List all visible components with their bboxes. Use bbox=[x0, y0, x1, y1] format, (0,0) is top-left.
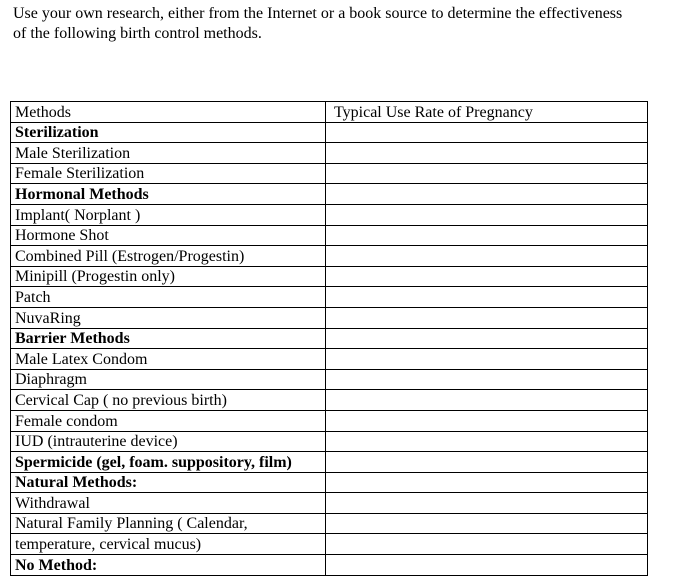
rate-cell[interactable] bbox=[326, 163, 648, 184]
instructions-line-2: of the following birth control methods. bbox=[13, 25, 262, 42]
method-cell: Male Sterilization bbox=[11, 143, 326, 164]
table-row bbox=[11, 369, 648, 390]
rate-cell[interactable] bbox=[326, 513, 648, 534]
method-cell: Female condom bbox=[11, 410, 326, 431]
table-row bbox=[11, 534, 648, 555]
table-row bbox=[11, 307, 648, 328]
method-cell: Natural Methods: bbox=[11, 472, 326, 493]
table-row bbox=[11, 225, 648, 246]
table-row bbox=[11, 513, 648, 534]
rate-cell[interactable] bbox=[326, 555, 648, 576]
method-cell: Hormone Shot bbox=[11, 225, 326, 246]
table-row bbox=[11, 204, 648, 225]
method-cell: Spermicide (gel, foam. suppository, film) bbox=[11, 452, 326, 473]
table-row bbox=[11, 452, 648, 473]
method-cell: NuvaRing bbox=[11, 307, 326, 328]
rate-cell[interactable] bbox=[326, 431, 648, 452]
rate-cell[interactable] bbox=[326, 287, 648, 308]
rate-cell[interactable] bbox=[326, 143, 648, 164]
rate-cell[interactable] bbox=[326, 493, 648, 514]
table-row bbox=[11, 472, 648, 493]
rate-cell[interactable] bbox=[326, 410, 648, 431]
method-cell: Combined Pill (Estrogen/Progestin) bbox=[11, 246, 326, 267]
header-row bbox=[11, 102, 648, 123]
table-row bbox=[11, 246, 648, 267]
rate-cell[interactable] bbox=[326, 225, 648, 246]
method-cell: Implant( Norplant ) bbox=[11, 204, 326, 225]
method-cell: Male Latex Condom bbox=[11, 349, 326, 370]
method-cell: Cervical Cap ( no previous birth) bbox=[11, 390, 326, 411]
rate-cell[interactable] bbox=[326, 246, 648, 267]
rate-cell[interactable] bbox=[326, 452, 648, 473]
rate-cell[interactable] bbox=[326, 390, 648, 411]
methods-header: Methods bbox=[11, 102, 326, 123]
method-cell: Female Sterilization bbox=[11, 163, 326, 184]
rate-cell[interactable] bbox=[326, 369, 648, 390]
table-row bbox=[11, 555, 648, 576]
method-cell: Natural Family Planning ( Calendar, bbox=[11, 513, 326, 534]
table-row bbox=[11, 163, 648, 184]
rate-cell[interactable] bbox=[326, 472, 648, 493]
rate-cell[interactable] bbox=[326, 534, 648, 555]
table-row bbox=[11, 328, 648, 349]
table-row bbox=[11, 493, 648, 514]
method-cell: Diaphragm bbox=[11, 369, 326, 390]
rate-cell[interactable] bbox=[326, 122, 648, 143]
table-row bbox=[11, 184, 648, 205]
method-cell: No Method: bbox=[11, 555, 326, 576]
rate-cell[interactable] bbox=[326, 307, 648, 328]
rate-cell[interactable] bbox=[326, 349, 648, 370]
table-row bbox=[11, 410, 648, 431]
table-row bbox=[11, 143, 648, 164]
table-row bbox=[11, 266, 648, 287]
method-cell: temperature, cervical mucus) bbox=[11, 534, 326, 555]
instructions-text bbox=[13, 4, 679, 44]
method-cell: Barrier Methods bbox=[11, 328, 326, 349]
method-cell: Patch bbox=[11, 287, 326, 308]
table-row bbox=[11, 431, 648, 452]
birth-control-table bbox=[10, 101, 648, 576]
method-cell: IUD (intrauterine device) bbox=[11, 431, 326, 452]
table-row bbox=[11, 390, 648, 411]
rate-cell[interactable] bbox=[326, 204, 648, 225]
method-cell: Hormonal Methods bbox=[11, 184, 326, 205]
rate-cell[interactable] bbox=[326, 328, 648, 349]
rate-cell[interactable] bbox=[326, 266, 648, 287]
table-row bbox=[11, 287, 648, 308]
instructions-line-1: Use your own research, either from the Internet or a book source to determine the effectiveness bbox=[13, 5, 623, 22]
method-cell: Withdrawal bbox=[11, 493, 326, 514]
typical-use-header: Typical Use Rate of Pregnancy bbox=[326, 102, 648, 123]
method-cell: Minipill (Progestin only) bbox=[11, 266, 326, 287]
table-row bbox=[11, 122, 648, 143]
table-row bbox=[11, 349, 648, 370]
rate-cell[interactable] bbox=[326, 184, 648, 205]
method-cell: Sterilization bbox=[11, 122, 326, 143]
